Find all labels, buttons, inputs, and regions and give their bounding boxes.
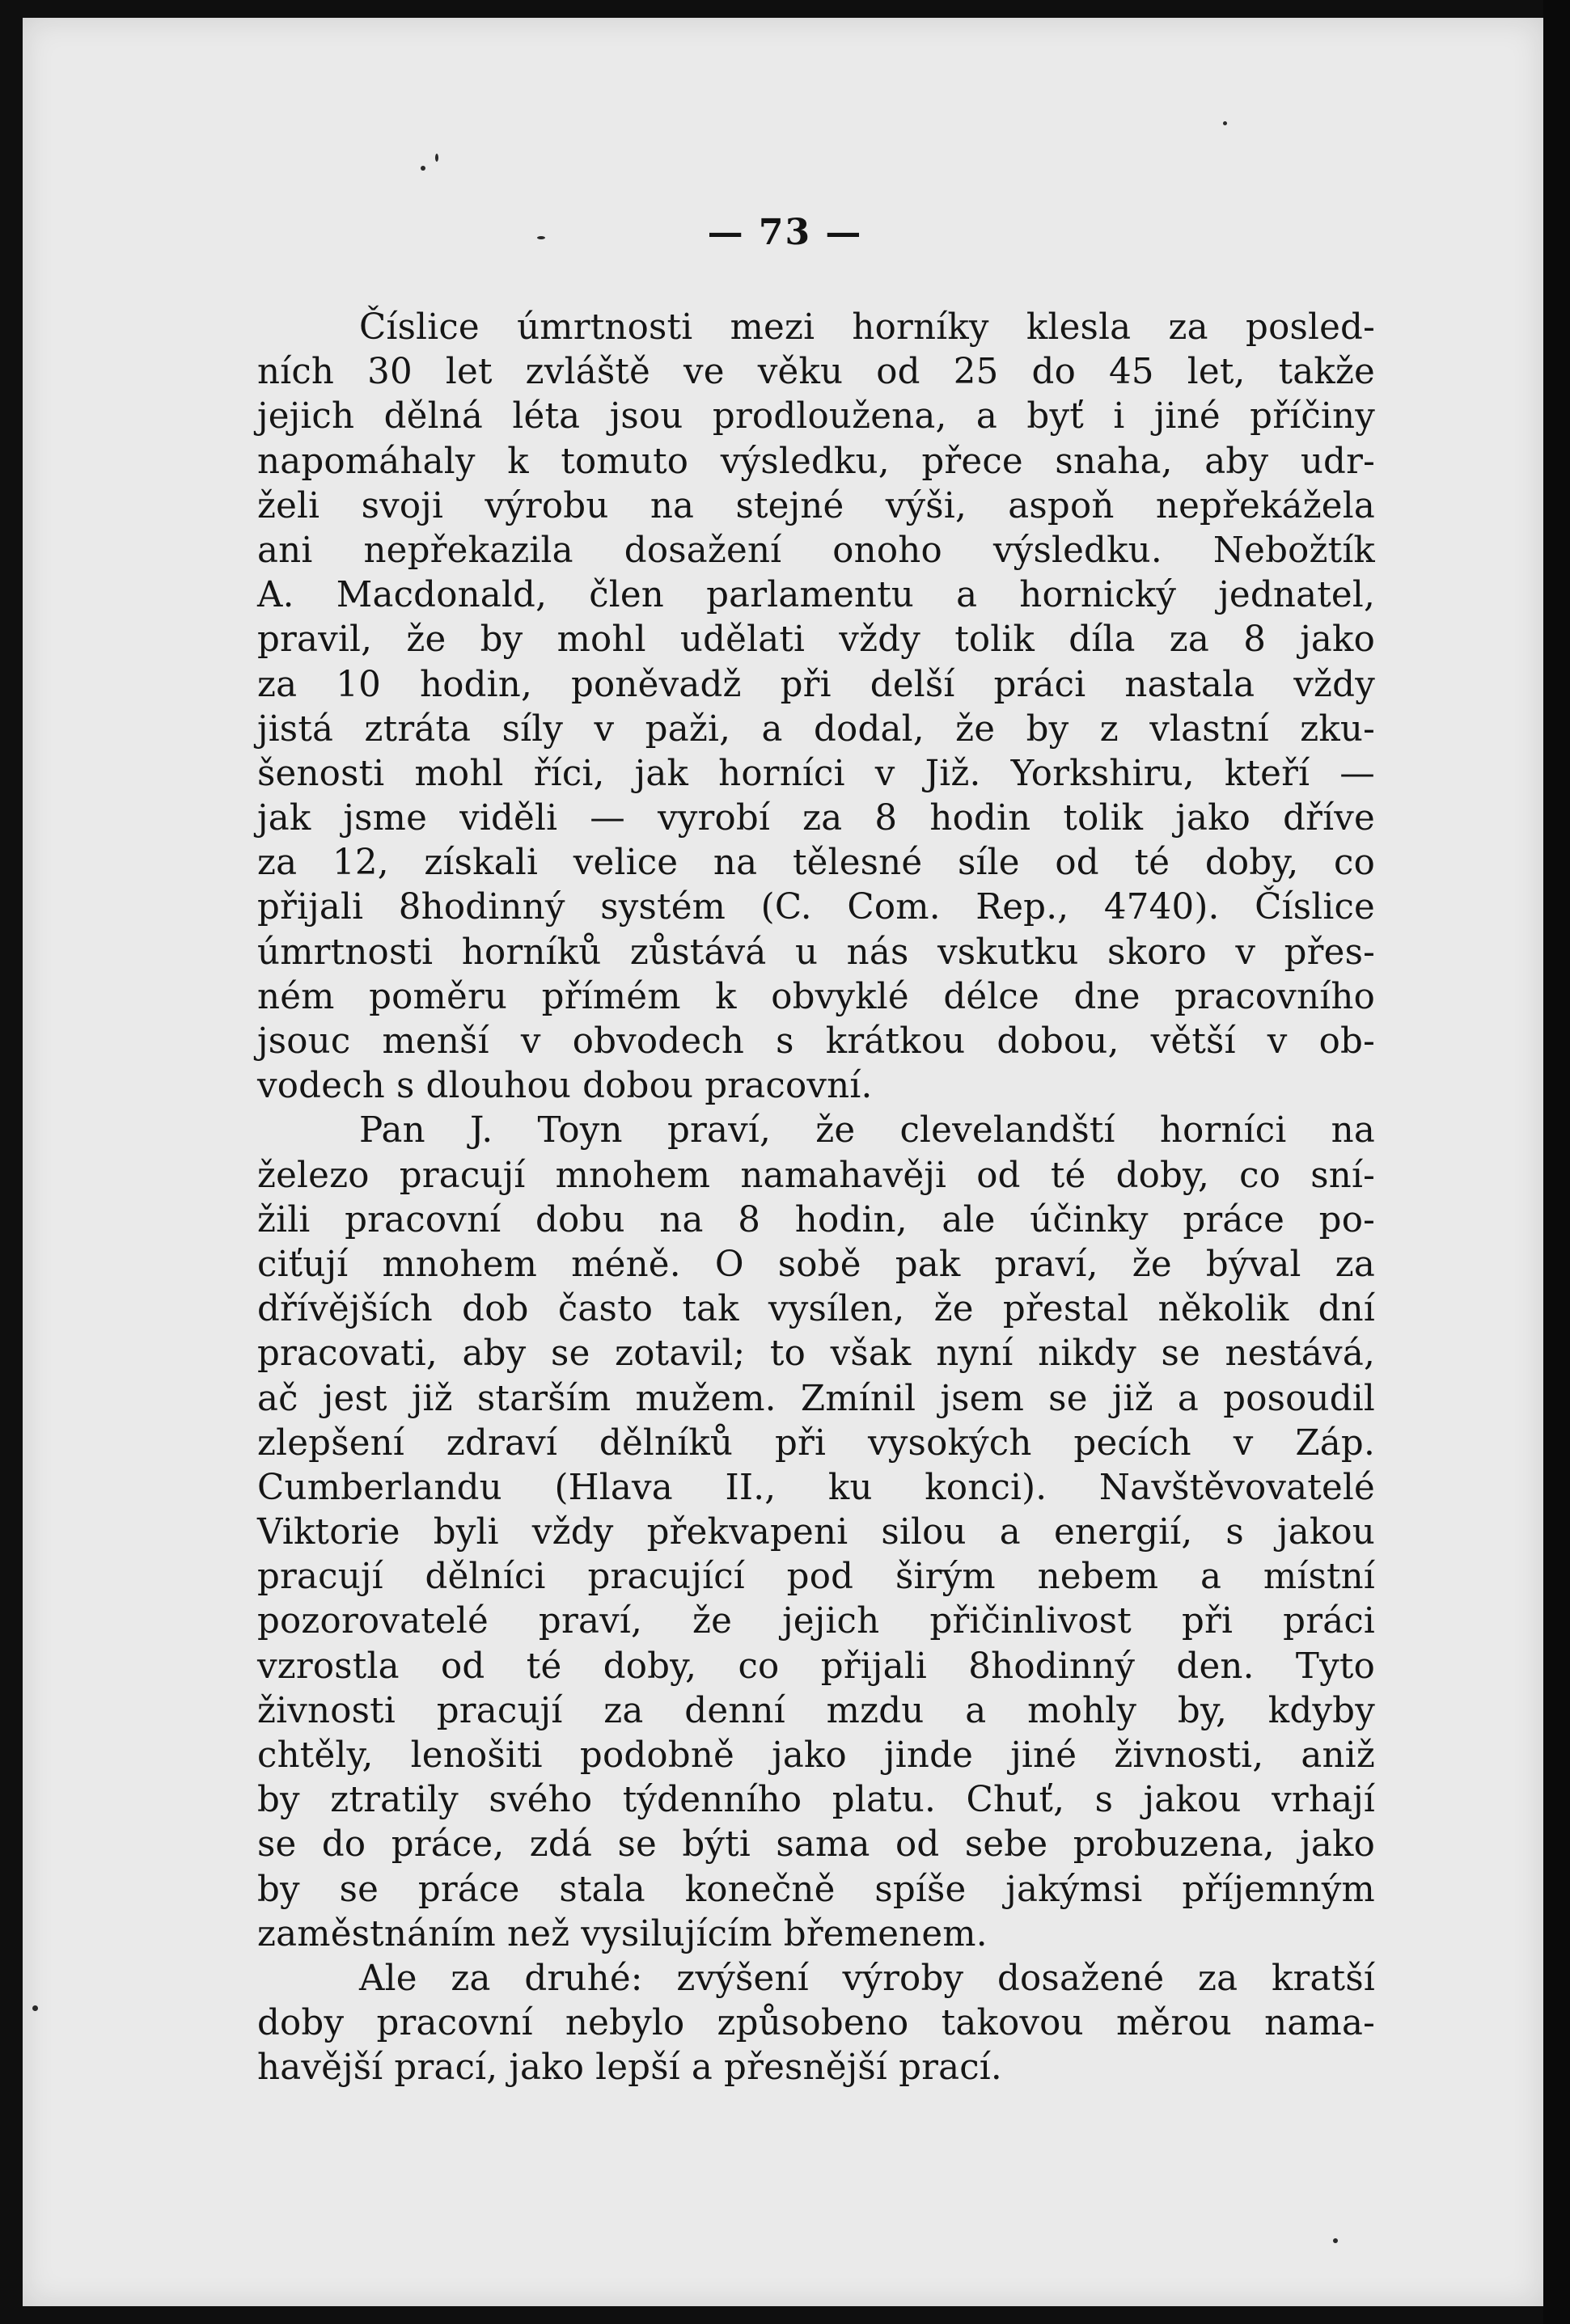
dust-speck xyxy=(435,154,438,162)
dust-speck xyxy=(421,166,425,171)
text-line: pracují dělníci pracující pod širým nebem a místní xyxy=(257,1557,1375,1598)
text-line: jsouc menší v obvodech s krátkou dobou, větší v ob- xyxy=(257,1021,1375,1062)
text-line: pravil, že by mohl udělati vždy tolik díla za 8 jako xyxy=(257,619,1375,661)
text-line: chtěly, lenošiti podobně jako jinde jiné živnosti, aniž xyxy=(257,1735,1375,1776)
text-line: jistá ztráta síly v paži, a dodal, že by z vlastní zku- xyxy=(257,708,1375,750)
text-line: ač jest již starším mužem. Zmínil jsem se již a posoudil xyxy=(257,1378,1375,1419)
text-line: živnosti pracují za denní mzdu a mohly by, kdyby xyxy=(257,1690,1375,1731)
text-line: vodech s dlouhou dobou pracovní. xyxy=(257,1066,873,1107)
text-line: ném poměru přímém k obvyklé délce dne pracovního xyxy=(257,976,1375,1017)
text-line: Viktorie byli vždy překvapeni silou a energií, s jakou xyxy=(257,1512,1375,1553)
text-line: jejich dělná léta jsou prodloužena, a byť i jiné příčiny xyxy=(257,396,1375,437)
text-line: Cumberlandu (Hlava II., ku konci). Navštěvovatelé xyxy=(257,1467,1375,1508)
text-line: doby pracovní nebylo způsobeno takovou měrou nama- xyxy=(257,2003,1375,2044)
text-line: přijali 8hodinný systém (C. Com. Rep., 4740). Číslice xyxy=(257,887,1375,928)
body-text xyxy=(257,306,1375,2091)
text-line: A. Macdonald, člen parlamentu a hornický jednatel, xyxy=(257,575,1375,616)
text-line: ciťují mnohem méně. O sobě pak praví, že býval za xyxy=(257,1244,1375,1285)
text-line: úmrtnosti horníků zůstává u nás vskutku skoro v přes- xyxy=(257,932,1375,973)
text-line: žili pracovní dobu na 8 hodin, ale účinky práce po- xyxy=(257,1199,1375,1240)
text-line: za 10 hodin, poněvadž při delší práci nastala vždy xyxy=(257,664,1375,705)
dust-speck xyxy=(1223,121,1227,125)
text-line: by ztratily svého týdenního platu. Chuť, s jakou vrhají xyxy=(257,1780,1375,1821)
text-line: zlepšení zdraví dělníků při vysokých pecích v Záp. xyxy=(257,1422,1375,1464)
text-line: Ale za druhé: zvýšení výroby dosažené za kratší xyxy=(359,1958,1375,1999)
text-line: za 12, získali velice na tělesné síle od té doby, co xyxy=(257,843,1375,884)
text-line: ních 30 let zvláště ve věku od 25 do 45 let, takže xyxy=(257,352,1375,393)
text-line: vzrostla od té doby, co přijali 8hodinný den. Tyto xyxy=(257,1646,1375,1687)
dust-speck xyxy=(32,2005,38,2011)
text-line: dřívějších dob často tak vysílen, že přestal několik dní xyxy=(257,1289,1375,1330)
text-line: havější prací, jako lepší a přesnější prací. xyxy=(257,2047,1002,2089)
text-line: napomáhaly k tomuto výsledku, přece snaha, aby udr- xyxy=(257,441,1375,482)
text-line: želi svoji výrobu na stejné výši, aspoň nepřekážela xyxy=(257,485,1375,526)
dust-speck xyxy=(1333,2238,1338,2243)
page-number: — 73 — xyxy=(707,212,863,253)
text-line: by se práce stala konečně spíše jakýmsi příjemným xyxy=(257,1869,1375,1910)
text-line: ani nepřekazila dosažení onoho výsledku. Nebožtík xyxy=(257,530,1375,571)
text-line: Pan J. Toyn praví, že clevelandští horníci na xyxy=(359,1110,1375,1151)
text-line: Číslice úmrtnosti mezi horníky klesla za posled- xyxy=(359,307,1375,348)
text-line: zaměstnáním než vysilujícím břemenem. xyxy=(257,1913,988,1954)
text-line: pracovati, aby se zotavil; to však nyní nikdy se nestává, xyxy=(257,1333,1375,1375)
text-line: jak jsme viděli — vyrobí za 8 hodin tolik jako dříve xyxy=(257,798,1375,839)
text-line: se do práce, zdá se býti sama od sebe probuzena, jako xyxy=(257,1824,1375,1866)
page-edge-shadow xyxy=(1543,0,1570,2324)
text-line: šenosti mohl říci, jak horníci v Již. Yorkshiru, kteří — xyxy=(257,753,1375,794)
text-line: pozorovatelé praví, že jejich přičinlivost při práci xyxy=(257,1601,1375,1642)
text-line: železo pracují mnohem namahavěji od té doby, co sní- xyxy=(257,1155,1375,1196)
